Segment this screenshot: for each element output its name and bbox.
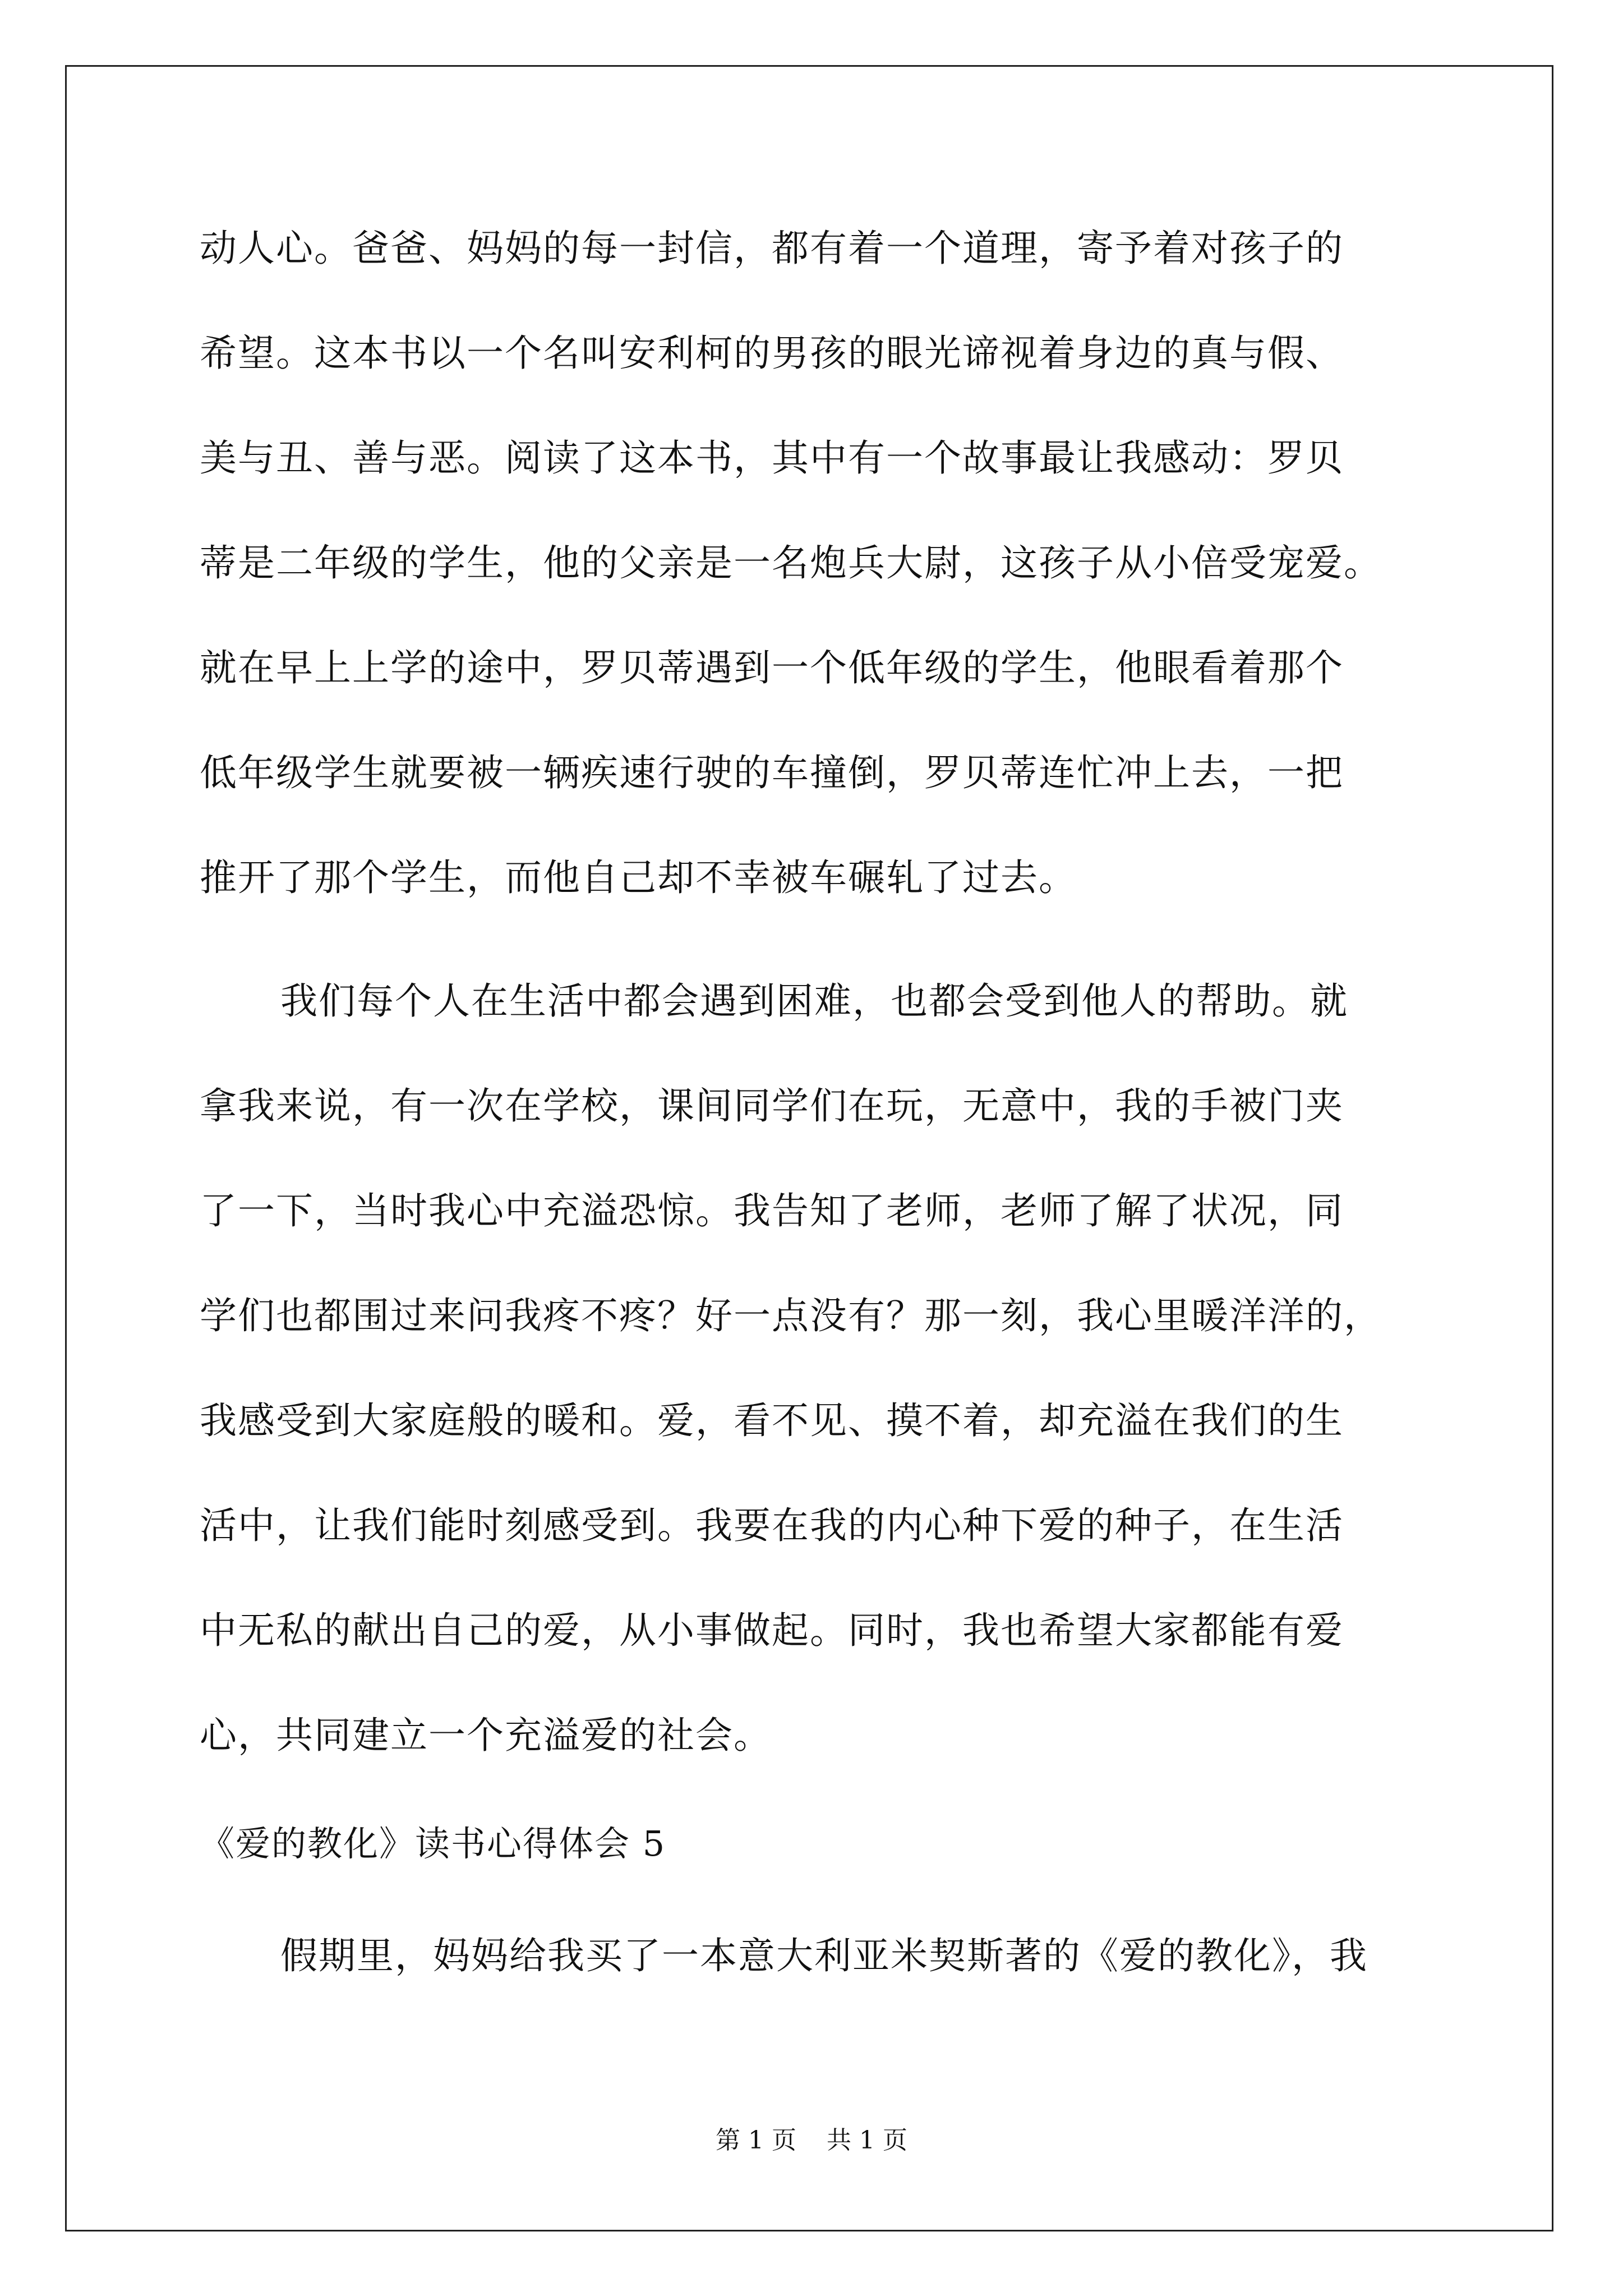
- body-line: 美与丑、善与恶。阅读了这本书，其中有一个故事最让我感动：罗贝: [200, 436, 1344, 480]
- body-line: 拿我来说，有一次在学校，课间同学们在玩，无意中，我的手被门夹: [200, 1084, 1344, 1128]
- body-line: 了一下，当时我心中充溢恐惊。我告知了老师，老师了解了状况，同: [200, 1189, 1344, 1232]
- body-line: 中无私的献出自己的爱，从小事做起。同时，我也希望大家都能有爱: [200, 1609, 1344, 1652]
- body-line: 蒂是二年级的学生，他的父亲是一名炮兵大尉，这孩子从小倍受宠爱。: [200, 541, 1382, 585]
- body-line: 推开了那个学生，而他自己却不幸被车碾轧了过去。: [200, 856, 1077, 899]
- page-total: 共 1 页: [827, 2126, 907, 2155]
- body-line: 活中，让我们能时刻感受到。我要在我的内心种下爱的种子，在生活: [200, 1504, 1344, 1547]
- body-line: 学们也都围过来问我疼不疼？好一点没有？那一刻，我心里暖洋洋的，: [200, 1294, 1382, 1337]
- body-line: 希望。这本书以一个名叫安利柯的男孩的眼光谛视着身边的真与假、: [200, 332, 1344, 375]
- page-border: [65, 65, 1553, 2231]
- section-heading: 《爱的教化》读书心得体会 5: [200, 1823, 666, 1864]
- body-line: 假期里，妈妈给我买了一本意大利亚米契斯著的《爱的教化》，我: [280, 1934, 1368, 1977]
- body-line: 低年级学生就要被一辆疾速行驶的车撞倒，罗贝蒂连忙冲上去，一把: [200, 751, 1344, 794]
- body-line: 我感受到大家庭般的暖和。爱，看不见、摸不着，却充溢在我们的生: [200, 1399, 1344, 1442]
- body-line: 动人心。爸爸、妈妈的每一封信，都有着一个道理，寄予着对孩子的: [200, 227, 1344, 270]
- body-line: 就在早上上学的途中，罗贝蒂遇到一个低年级的学生，他眼看着那个: [200, 646, 1344, 689]
- page-footer: [0, 2125, 1623, 2156]
- page-number: 第 1 页: [716, 2126, 796, 2155]
- body-line: 我们每个人在生活中都会遇到困难，也都会受到他人的帮助。就: [280, 979, 1348, 1023]
- body-line: 心，共同建立一个充溢爱的社会。: [200, 1714, 772, 1757]
